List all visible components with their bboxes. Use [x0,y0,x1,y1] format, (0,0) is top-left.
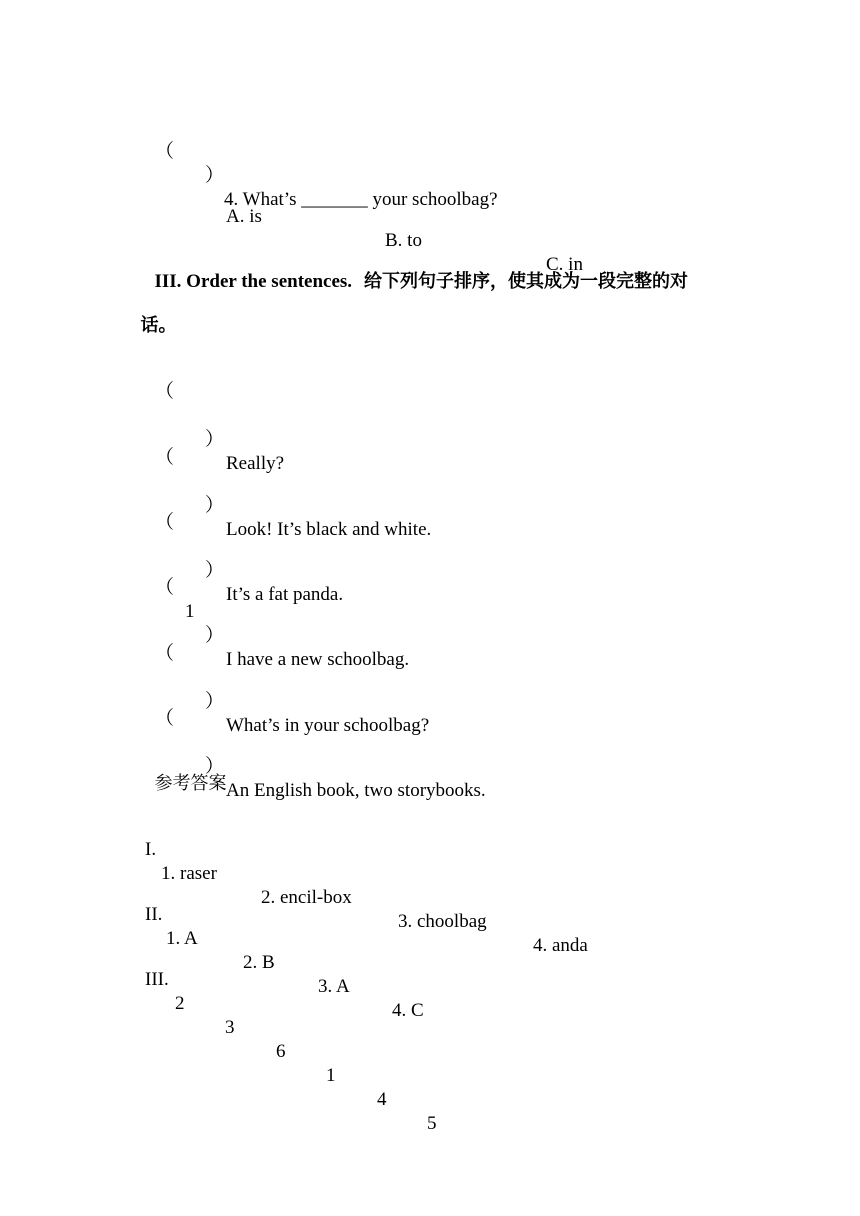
option-c: C. in [546,254,583,275]
answer-item: 1. raser [161,863,217,884]
answer-item: 3 [225,1017,235,1038]
question-4 [155,116,755,210]
answer-paren-open: （ [155,577,175,598]
answer-part-label: II. [145,904,163,925]
section-3-title-cn-cont: 话。 [140,315,177,336]
answer-key-title: 参考答案 [154,773,227,794]
answer-item: 4 [377,1089,387,1110]
section-3-heading-cont [131,290,331,338]
answer-paren-open: （ [155,381,175,402]
answer-paren-open: （ [155,447,175,468]
order-item-text: Really? [226,453,285,474]
answer-item: 5 [427,1113,437,1134]
answer-item: 3. A [318,976,350,997]
order-item-text: I have a new schoolbag. [226,649,410,670]
answer-item: 4. anda [533,935,588,956]
answer-paren-open: （ [155,512,175,533]
order-item-text: Look! It’s black and white. [226,519,432,540]
answer-part-label: I. [145,839,157,860]
option-a: A. is [226,206,262,227]
answer-item: 2. encil-box [261,887,352,908]
answer-item: 4. C [392,1000,424,1021]
answer-paren-close: ） [205,495,225,516]
option-b: B. to [385,230,422,251]
order-item [155,356,755,474]
order-item-text: An English book, two storybooks. [226,780,486,801]
answer-item: 2. B [243,952,275,973]
answer-item: 6 [276,1041,286,1062]
answer-paren-open: （ [155,643,175,664]
order-item-text: It’s a fat panda. [226,584,344,605]
order-item-text: What’s in your schoolbag? [226,715,430,736]
answer-item: 2 [175,993,185,1014]
section-3-heading [145,246,845,294]
section-3-title-cn: 给下列句子排序，使其成为一段完整的对 [364,271,689,292]
answer-paren-close: ） [205,429,225,450]
answer-paren-open: （ [155,141,175,162]
answer-paren-close: ） [205,756,225,777]
section-3-title-en: III. Order the sentences. [154,271,353,292]
question-4-text: 4. What’s _______ your schoolbag? [224,189,498,210]
answer-paren-close: ） [205,165,225,186]
answer-paren-close: ） [205,560,225,581]
answer-paren-open: （ [155,708,175,729]
answer-part-label: III. [145,969,169,990]
answer-item: 1 [326,1065,336,1086]
answer-item: 1. A [166,928,198,949]
order-number: 1 [185,601,195,622]
answer-paren-close: ） [205,691,225,712]
answer-paren-close: ） [205,625,225,646]
answer-key-heading [145,748,345,796]
answer-item: 3. choolbag [398,911,487,932]
question-4-options [226,181,726,275]
